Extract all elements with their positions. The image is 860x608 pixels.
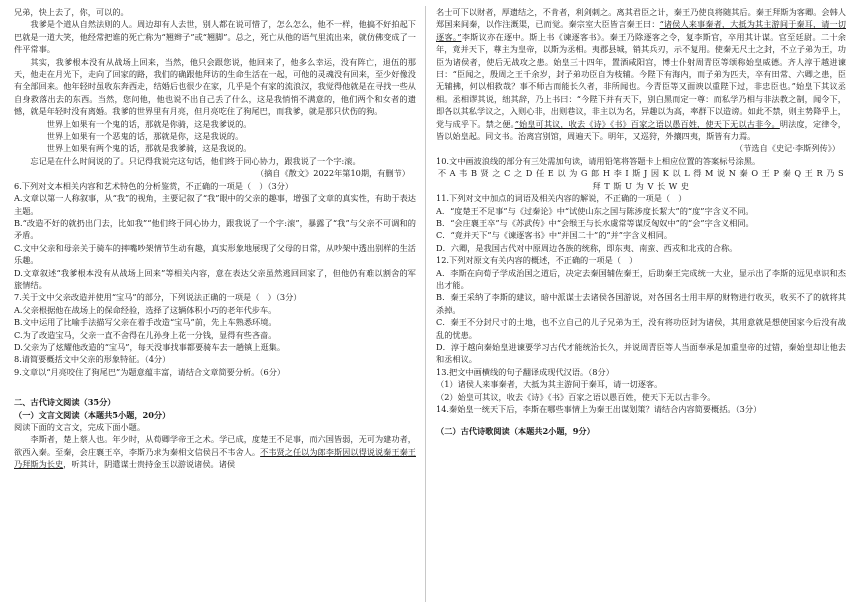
left-column: [14, 6, 416, 604]
question-7: 7.关于文中父亲改造并使用“宝马”的部分，下列说法正确的一项是（ ）（3分）: [14, 292, 302, 303]
option-11c: C．“竟并天下”与《谏逐客书》中“并国二十”的“并”字含义相同。: [436, 230, 673, 241]
option-12b: B．秦王采纳了李斯的建议，暗中派谋士去诸侯各国游说，对各国名士用丰厚的财物进行收买，收买不了的就将其杀掉。: [436, 292, 846, 315]
underlined-sentence-2: ”始皇可其议，收去《诗》《书》百家之语以愚百姓，使天下无以古非今。: [514, 118, 780, 129]
wavy-underlined-text: 不韦贤之任以为郎李斯因以得说说秦王秦王乃拜斯为长史: [14, 446, 416, 470]
classical-text-part: 李斯者，楚上蔡人也。年少时，从荀卿学帝王之术。学已成，度楚王不足事，而六国皆弱，无可为建功者，欲西入秦。至秦，会庄襄王卒，李斯乃求为秦相文信侯吕不韦舍人。: [14, 434, 416, 457]
classical-text-part: ，听其计，阴遣谋士贵持金玉以游说诸侯。诸侯: [63, 459, 236, 470]
classical-text-part: 李斯议亦在逐中。斯上书《谏逐客书》。秦王乃除逐客之令，复李斯官，卒用其计谋。官至廷尉。二十余年，竟并天下，尊主为皇帝，以斯为丞相。夷郡县城，销其兵刃，示不复用。使秦无尺土之封，不立子弟为王，功臣为诸侯者，使后无战攻之患。始皇三十四年，置酒咸阳宫，博士仆射周青臣等颂称始皇威德。齐人淳于越进谏曰：“臣闻之，殷周之王千余岁，封子弟功臣自为枝辅。今陛下有海内，而子弟为匹夫，卒有田常、六卿之患，臣无辅拂，何以相救哉？事不师古而能长久者，非所闻也。今青臣等又面谀以重陛下过，非忠臣也。”始皇下其议丞相。丞相谬其说，绌其辞，乃上书曰：“今陛下并有天下，别白黑而定一尊：而私学乃相与非法教之制，闻令下，即各以其私学议之，入则心非，出则巷议，非主以为名，异趣以为高，率群下以造谤。如此不禁，则主势降乎上，党与成乎下。禁之便。: [436, 31, 846, 129]
option-7c: C.为了改造宝马，父亲一直不舍得在儿孙身上花一分钱，显得有些吝啬。: [14, 329, 277, 340]
question-13: 13.把文中画横线的句子翻译成现代汉语。（8分）: [436, 366, 614, 377]
question-10: 10.文中画波浪线的部分有三处需加句读，请用铅笔将答题卡上相应位置的答案标号涂黑。: [436, 155, 761, 166]
option-7b: B.文中运用了比喻手法描写父亲在着手改造“宝马”前，先上车熟悉环境。: [14, 317, 277, 328]
passage-paragraph: 忘记是在什么时间说的了。只记得我说完这句话，他们终于同心协力，跟我说了一个字:滚。: [30, 155, 361, 166]
question-12: 12.下列对原文有关内容的概述，不正确的一项是（ ）: [436, 255, 638, 266]
section-heading: 二、古代诗文阅读（35分）: [14, 397, 116, 408]
punctuation-options: 拜 T 斯 U 为 V 长 W 史: [592, 180, 690, 191]
option-12c: C．秦王不分封尺寸的土地，也不立自己的儿子兄弟为王，没有将功臣封为诸侯，其用意就是想使国家今后没有战乱的忧患。: [436, 317, 846, 340]
option-11b: B．“会庄襄王卒”与《苏武传》中“会缑王与长水虞常等谋反匈奴中”的“会”字含义相同。: [436, 217, 754, 228]
source-citation: （节选自《史记·李斯列传》）: [735, 143, 840, 154]
option-6d: D.文章叙述“我爹根本没有从战场上回来”等相关内容，意在表达父亲虽然逃回回家了，但他仍有难以割舍的军旅情结。: [14, 267, 416, 290]
passage-paragraph: 其实，我爹根本没有从战场上回来，当然，他只会跟您说，他回来了，他多么幸运，没有阵亡，退伍的那天，他走在月光下，走向了回家的路，我们的确跟他拜访的生命生活在一起，可他的灵魂没有回来，至少好像没有全部回来。他年轻时虽收东奔西走，结婚后也很少在家，几乎是个有家的流浪汉，我觉得他就是在寻找一些从自身救落出去的东西。当然，您问他，他也说不出自己丢了什么，这是我悄悄不满意的，他们两个和女者的遗憾，就是年轻时没有离婚。我爹的世界里有月亮，但月亮吃住了狗尾巴，而我爹，就是那只伏伤的狗。: [14, 56, 416, 117]
option-7a: A.父亲根据他在战场上的保命经验，选择了这辆体积小巧的老年代步车。: [14, 304, 277, 315]
source-citation: （摘自《散文》2022年第10期，有删节）: [255, 168, 410, 179]
option-11a: A．“度楚王不足事”与《过秦论》中“试使山东之国与陈涉度长絜大”的“度”字含义不同。: [436, 205, 754, 216]
classical-text-part: 名士可下以财者，厚遗结之，不肯者，利剑刺之。离其君臣之计，秦王乃使良将随其后。秦王拜斯为客卿。会韩人郑国来间秦，以作注溉渠，已而觉。秦宗室大臣皆言秦王曰：: [436, 7, 846, 30]
subsection-heading: （二）古代诗歌阅读（本题共2小题，9分）: [436, 426, 595, 437]
classical-text-part: 明法度，定律令，皆以始皇起。同文书。治离宫别馆，周遍天下。明年，又巡狩，外攘四夷，斯皆有力焉。: [436, 118, 846, 142]
answer-space: [14, 378, 416, 388]
poem-line: 世界上如果有一个鬼的话，那就是你骑，这是我爹说的。: [46, 118, 252, 129]
classical-text: [14, 433, 416, 470]
poem-line: 世界上如果有两个鬼的话，那就是我爹骑，这是我说的。: [46, 143, 252, 154]
passage-paragraph: 我爹是个道从自然法则的人。周边却有人去世，别人都在说可惜了，怎么怎么，他不一样，他搞不好拍起下巴就是一道大笑，他经常把谁的死亡称为“翘辫子”或“翘脚”。总之，死亡从他的语气里流出来，就仿佛变成了一件平常事。: [14, 19, 416, 55]
option-6a: A.文章以第一人称叙事，从“我”的视角，主要记叙了“我”眼中的父亲的趣事，增强了文章的真实性，有助于表达主题。: [14, 193, 416, 216]
classical-text: [436, 6, 846, 142]
column-divider: [425, 6, 426, 602]
option-6c: C.文中父亲和母亲关于骑车的摔嘴吵架情节生动有趣，真实形象地展现了父母的日常，从吵架中透出别样的生活乐趣。: [14, 242, 416, 266]
underlined-sentence-1: “诸侯人来事秦者，大抵为其主游间于秦耳，请一切逐客。”: [436, 19, 846, 42]
question-11: 11.下列对文中加点的词语及相关内容的解说，不正确的一项是（ ）: [436, 193, 687, 204]
option-12d: D．淳于越向秦始皇进谏要学习古代才能统治长久，并说周青臣等人当面奉承是加重皇帝的过错，秦始皇却让他去和丞相议。: [436, 341, 846, 365]
poem-line: 世界上如果有一个恶鬼的话，那就是你，这是我说的。: [46, 131, 244, 142]
instruction-text: 阅读下面的文言文，完成下面小题。: [14, 422, 146, 432]
question-9: 9.文章以“月亮咬住了狗尾巴”为题意蕴丰富，请结合文章简要分析。（6分）: [14, 366, 286, 377]
option-11d: D．六卿，是我国古代对中原周边各族的统称，即东夷、南蛮、西戎和北戎的合称。: [436, 242, 738, 253]
question-6: 6.下列对文本相关内容和艺术特色的分析鉴赏，不正确的一项是（ ）（3分）: [14, 180, 294, 191]
right-column: [436, 6, 846, 604]
passage-paragraph: 兄弟，快上去了，你，可以的。: [14, 7, 129, 17]
subsection-heading: （一）文言文阅读（本题共5小题，20分）: [14, 409, 171, 420]
option-7d: D.父亲为了炫耀他改造的“宝马”，每天没事找事都要骑车去一趟镇上逛集。: [14, 341, 286, 352]
answer-space: [436, 415, 846, 425]
option-6b: B.“改造不好的就扔出门去，比如我”“他们终于同心协力，跟我说了一个字:滚”，暴露了“我”与父亲不可调和的矛盾。: [14, 217, 416, 241]
sentence-13-1: （1）诸侯人来事秦者，大抵为其主游间于秦耳，请一切逐客。: [436, 379, 663, 390]
punctuation-options: 不 A 韦 B 贤 之 C 之 D 任 E 以 为 G 郎 H 李 I 斯 J 因 K 以 L 得 M 说 N 秦 O 王 P 秦 Q 王 R 乃 S: [437, 168, 845, 179]
question-14: 14.秦始皇一统天下后，李斯在哪些事情上为秦王出谋划策？请结合内容简要概括。（3分）: [436, 404, 762, 414]
sentence-13-2: （2）始皇可其议，收去《诗》《书》百家之语以愚百姓，使天下无以古非今。: [436, 391, 716, 402]
option-12a: A．李斯在向荀子学成治国之道后，决定去秦国辅佐秦王，后助秦王完成统一大业，显示出了李斯的远见卓识和杰出才能。: [436, 267, 846, 290]
question-8: 8.请简要概括文中父亲的形象特征。（4分）: [14, 354, 171, 365]
